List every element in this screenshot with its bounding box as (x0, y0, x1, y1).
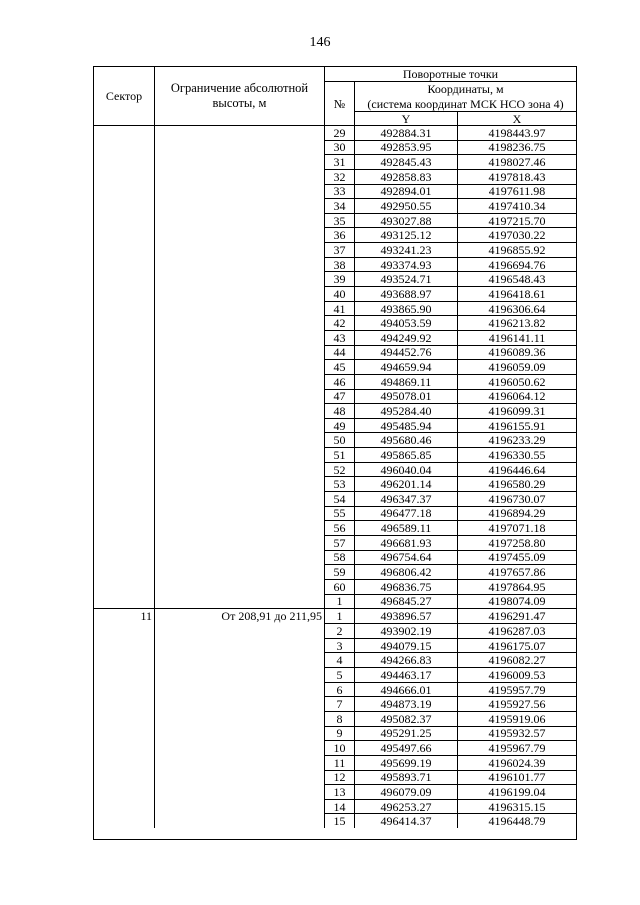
point-number-cell: 39 (324, 271, 354, 286)
x-coordinate-cell: 4196175.07 (457, 638, 576, 653)
y-coordinate-cell: 492853.95 (354, 140, 457, 155)
y-coordinate-cell: 496201.14 (354, 476, 457, 491)
x-coordinate-cell: 4196059.09 (457, 359, 576, 374)
point-number-cell: 40 (324, 286, 354, 301)
y-coordinate-cell: 496806.42 (354, 564, 457, 579)
y-coordinate-cell: 496040.04 (354, 462, 457, 477)
point-number-cell: 7 (324, 696, 354, 711)
x-coordinate-cell: 4196580.29 (457, 476, 576, 491)
x-coordinate-cell: 4196287.03 (457, 623, 576, 638)
point-number-cell: 48 (324, 403, 354, 418)
point-number-cell: 35 (324, 213, 354, 228)
y-coordinate-cell: 496681.93 (354, 535, 457, 550)
limit-cell: От 208,91 до 211,95 (154, 608, 324, 828)
point-number-cell: 13 (324, 784, 354, 799)
point-number-cell: 12 (324, 770, 354, 785)
y-coordinate-cell: 494659.94 (354, 359, 457, 374)
y-coordinate-cell: 495865.85 (354, 447, 457, 462)
x-coordinate-cell: 4196448.79 (457, 813, 576, 828)
header-y: Y (354, 111, 457, 125)
x-coordinate-cell: 4197410.34 (457, 198, 576, 213)
y-coordinate-cell: 495699.19 (354, 755, 457, 770)
point-number-cell: 60 (324, 579, 354, 594)
y-coordinate-cell: 495893.71 (354, 770, 457, 785)
point-number-cell: 58 (324, 550, 354, 565)
y-coordinate-cell: 494266.83 (354, 652, 457, 667)
header-sector: Сектор (105, 89, 143, 103)
sector-cell (94, 125, 154, 608)
x-coordinate-cell: 4196446.64 (457, 462, 576, 477)
y-coordinate-cell: 492845.43 (354, 154, 457, 169)
y-coordinate-cell: 495485.94 (354, 418, 457, 433)
y-coordinate-cell: 494249.92 (354, 330, 457, 345)
point-number-cell: 51 (324, 447, 354, 462)
point-number-cell: 9 (324, 726, 354, 741)
x-coordinate-cell: 4196101.77 (457, 770, 576, 785)
y-coordinate-cell: 496079.09 (354, 784, 457, 799)
point-number-cell: 1 (324, 594, 354, 609)
point-number-cell: 15 (324, 813, 354, 828)
point-number-cell: 2 (324, 623, 354, 638)
x-coordinate-cell: 4198027.46 (457, 154, 576, 169)
x-coordinate-cell: 4196024.39 (457, 755, 576, 770)
y-coordinate-cell: 494873.19 (354, 696, 457, 711)
y-coordinate-cell: 496754.64 (354, 550, 457, 565)
point-number-cell: 47 (324, 389, 354, 404)
y-coordinate-cell: 495284.40 (354, 403, 457, 418)
header-num: № (324, 81, 354, 125)
y-coordinate-cell: 494666.01 (354, 682, 457, 697)
x-coordinate-cell: 4196315.15 (457, 799, 576, 814)
point-number-cell: 34 (324, 198, 354, 213)
x-coordinate-cell: 4196548.43 (457, 271, 576, 286)
point-number-cell: 43 (324, 330, 354, 345)
page-number: 146 (309, 35, 331, 50)
y-coordinate-cell: 496253.27 (354, 799, 457, 814)
x-coordinate-cell: 4196099.31 (457, 403, 576, 418)
x-coordinate-cell: 4196199.04 (457, 784, 576, 799)
coordinates-table (93, 66, 577, 840)
x-coordinate-cell: 4196213.82 (457, 315, 576, 330)
x-coordinate-cell: 4197818.43 (457, 169, 576, 184)
y-coordinate-cell: 496477.18 (354, 506, 457, 521)
x-coordinate-cell: 4196418.61 (457, 286, 576, 301)
point-number-cell: 33 (324, 184, 354, 199)
x-coordinate-cell: 4196894.29 (457, 506, 576, 521)
point-number-cell: 53 (324, 476, 354, 491)
y-coordinate-cell: 496845.27 (354, 594, 457, 609)
y-coordinate-cell: 492950.55 (354, 198, 457, 213)
point-number-cell: 6 (324, 682, 354, 697)
x-coordinate-cell: 4198443.97 (457, 125, 576, 140)
y-coordinate-cell: 495082.37 (354, 711, 457, 726)
point-number-cell: 44 (324, 345, 354, 360)
point-number-cell: 57 (324, 535, 354, 550)
x-coordinate-cell: 4195932.57 (457, 726, 576, 741)
point-number-cell: 52 (324, 462, 354, 477)
y-coordinate-cell: 494463.17 (354, 667, 457, 682)
x-coordinate-cell: 4196009.53 (457, 667, 576, 682)
point-number-cell: 55 (324, 506, 354, 521)
point-number-cell: 8 (324, 711, 354, 726)
x-coordinate-cell: 4195919.06 (457, 711, 576, 726)
header-x: X (457, 111, 576, 125)
x-coordinate-cell: 4197258.80 (457, 535, 576, 550)
x-coordinate-cell: 4196064.12 (457, 389, 576, 404)
x-coordinate-cell: 4196291.47 (457, 608, 576, 623)
x-coordinate-cell: 4197215.70 (457, 213, 576, 228)
y-coordinate-cell: 493865.90 (354, 301, 457, 316)
y-coordinate-cell: 496414.37 (354, 813, 457, 828)
y-coordinate-cell: 494079.15 (354, 638, 457, 653)
y-coordinate-cell: 495291.25 (354, 726, 457, 741)
y-coordinate-cell: 494053.59 (354, 315, 457, 330)
x-coordinate-cell: 4197030.22 (457, 227, 576, 242)
point-number-cell: 37 (324, 242, 354, 257)
y-coordinate-cell: 493524.71 (354, 271, 457, 286)
point-number-cell: 32 (324, 169, 354, 184)
point-number-cell: 42 (324, 315, 354, 330)
x-coordinate-cell: 4197611.98 (457, 184, 576, 199)
x-coordinate-cell: 4196082.27 (457, 652, 576, 667)
x-coordinate-cell: 4197455.09 (457, 550, 576, 565)
point-number-cell: 36 (324, 227, 354, 242)
y-coordinate-cell: 496589.11 (354, 520, 457, 535)
y-coordinate-cell: 493125.12 (354, 227, 457, 242)
point-number-cell: 4 (324, 652, 354, 667)
point-number-cell: 3 (324, 638, 354, 653)
point-number-cell: 54 (324, 491, 354, 506)
y-coordinate-cell: 493688.97 (354, 286, 457, 301)
point-number-cell: 41 (324, 301, 354, 316)
x-coordinate-cell: 4196050.62 (457, 374, 576, 389)
y-coordinate-cell: 493027.88 (354, 213, 457, 228)
x-coordinate-cell: 4196855.92 (457, 242, 576, 257)
x-coordinate-cell: 4196330.55 (457, 447, 576, 462)
x-coordinate-cell: 4195927.56 (457, 696, 576, 711)
point-number-cell: 30 (324, 140, 354, 155)
limit-cell (154, 125, 324, 608)
point-number-cell: 56 (324, 520, 354, 535)
x-coordinate-cell: 4198236.75 (457, 140, 576, 155)
x-coordinate-cell: 4197071.18 (457, 520, 576, 535)
y-coordinate-cell: 493374.93 (354, 257, 457, 272)
point-number-cell: 50 (324, 432, 354, 447)
y-coordinate-cell: 496347.37 (354, 491, 457, 506)
y-coordinate-cell: 494869.11 (354, 374, 457, 389)
point-number-cell: 45 (324, 359, 354, 374)
y-coordinate-cell: 495078.01 (354, 389, 457, 404)
y-coordinate-cell: 493896.57 (354, 608, 457, 623)
x-coordinate-cell: 4198074.09 (457, 594, 576, 609)
point-number-cell: 46 (324, 374, 354, 389)
x-coordinate-cell: 4196155.91 (457, 418, 576, 433)
y-coordinate-cell: 493902.19 (354, 623, 457, 638)
sector-cell: 11 (94, 608, 154, 828)
point-number-cell: 14 (324, 799, 354, 814)
header-system: (система координат МСК НСО зона 4) (354, 96, 576, 111)
y-coordinate-cell: 492858.83 (354, 169, 457, 184)
point-number-cell: 11 (324, 755, 354, 770)
point-number-cell: 29 (324, 125, 354, 140)
point-number-cell: 5 (324, 667, 354, 682)
point-number-cell: 1 (324, 608, 354, 623)
x-coordinate-cell: 4197864.95 (457, 579, 576, 594)
y-coordinate-cell: 495497.66 (354, 740, 457, 755)
point-number-cell: 49 (324, 418, 354, 433)
point-number-cell: 38 (324, 257, 354, 272)
point-number-cell: 10 (324, 740, 354, 755)
point-number-cell: 31 (324, 154, 354, 169)
header-turning-points: Поворотные точки (324, 67, 576, 81)
x-coordinate-cell: 4196306.64 (457, 301, 576, 316)
header-limit: Ограничение абсолютной высоты, м (154, 67, 324, 125)
x-coordinate-cell: 4195957.79 (457, 682, 576, 697)
x-coordinate-cell: 4196730.07 (457, 491, 576, 506)
y-coordinate-cell: 495680.46 (354, 432, 457, 447)
y-coordinate-cell: 492884.31 (354, 125, 457, 140)
y-coordinate-cell: 494452.76 (354, 345, 457, 360)
x-coordinate-cell: 4196233.29 (457, 432, 576, 447)
x-coordinate-cell: 4196694.76 (457, 257, 576, 272)
header-coordinates: Координаты, м (354, 81, 576, 96)
x-coordinate-cell: 4195967.79 (457, 740, 576, 755)
y-coordinate-cell: 496836.75 (354, 579, 457, 594)
x-coordinate-cell: 4196141.11 (457, 330, 576, 345)
y-coordinate-cell: 493241.23 (354, 242, 457, 257)
point-number-cell: 59 (324, 564, 354, 579)
y-coordinate-cell: 492894.01 (354, 184, 457, 199)
x-coordinate-cell: 4197657.86 (457, 564, 576, 579)
x-coordinate-cell: 4196089.36 (457, 345, 576, 360)
